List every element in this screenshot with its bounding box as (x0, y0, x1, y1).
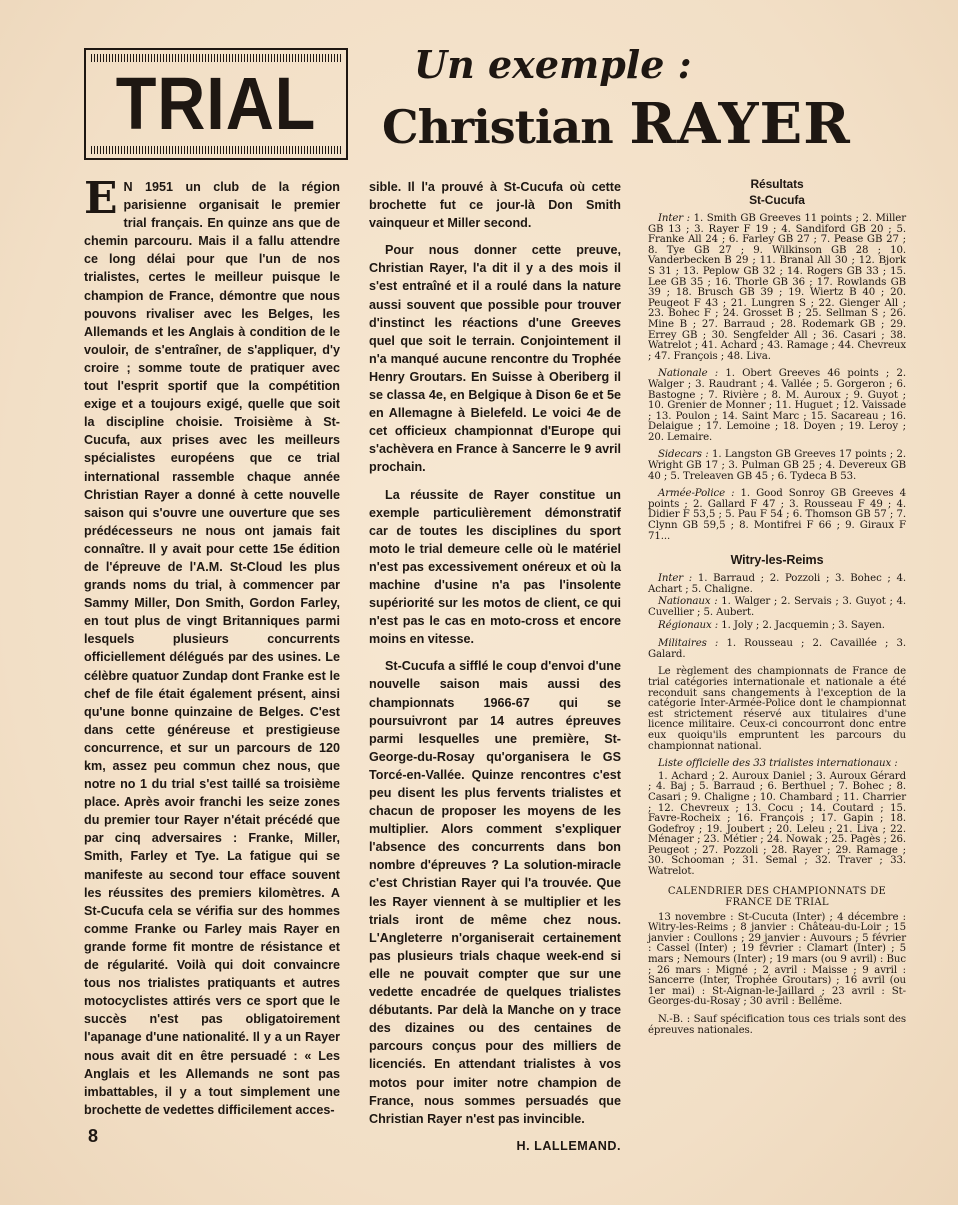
nb-note: N.-B. : Sauf spécification tous ces trials sont des épreuves nationales. (648, 1014, 906, 1036)
article-paragraph: La réussite de Rayer constitue un exemple particulièrement démonstratif car de toutes les disciplines du sport moto le trial demeure celle où le matériel n'est pas excessivement onéreux et où la machine d'usine n'a pas l'insolente supériorité sur les motos de client, ce qui n'est pas le cas en moto-cross et encore moins en vitesse. (369, 487, 621, 647)
section-label-box (84, 48, 348, 160)
hatch-border-top (91, 54, 341, 62)
results-nationale: Nationale : 1. Obert Greeves 46 points ; 2. Walger ; 3. Raudrant ; 4. Vallée ; 5. Gorgeron ; 6. Bastogne ; 7. Rivière ; 8. M. Auroux ; 9. Guyot ; 10. Grenier de Monner ; 11. Huguet ; 12. Vaissade ; 13. Poulon ; 14. Saint Marc ; 15. Sacareau ; 16. Delaigue ; 17. Lemoine ; 18. Doyen ; 19. Leroy ; 20. Lemaire. (648, 368, 907, 443)
results-title: Résultats (750, 177, 804, 191)
witry-militaires: Militaires : 1. Rousseau ; 2. Cavaillée ; 3. Galard. (648, 638, 906, 660)
results-witry-title: Witry-les-Reims (730, 553, 824, 568)
results-sidecars: Sidecars : 1. Langston GB Greeves 17 points ; 2. Wright GB 17 ; 3. Pulman GB 25 ; 4. Devereux GB 40 ; 5. Treleaven GB 45 ; 6. Tydeca B 53. (648, 449, 906, 482)
liste-trialistes: 1. Achard ; 2. Auroux Daniel ; 3. Auroux Gérard ; 4. Baj ; 5. Barraud ; 6. Berthuel ; 7. Bohec ; 8. Casari ; 9. Chaligne ; 10. Chambard ; 11. Charrier ; 12. Chevreux ; 13. Cocu ; 14. Coutard ; 15. Favre-Rocheix ; 16. François ; 17. Gapin ; 18. Godefroy ; 19. Joubert ; 20. Leleu ; 21. Liva ; 22. Ménager ; 23. Métier ; 24. Nowak ; 25. Pagès ; 26. Peugeot ; 27. Pozzoli ; 28. Rayer ; 29. Ramage ; 30. Schooman ; 31. Semal ; 32. Traver ; 33. Watrelot. (648, 770, 906, 878)
results-column (648, 176, 906, 1043)
drop-cap: E (84, 173, 118, 224)
witry-nationaux: Nationaux : 1. Walger ; 2. Servais ; 3. Guyot ; 4. Cuvellier ; 5. Aubert. (648, 596, 906, 618)
headline-last-name: RAYER (629, 91, 851, 157)
headline-line1: Un exemple : (414, 42, 692, 87)
hatch-border-bottom (91, 146, 341, 154)
calendrier-text: 13 novembre : St-Cucuta (Inter) ; 4 décembre : Witry-les-Reims ; 8 janvier : Château-du-Loir ; 15 janvier : Coullons ; 29 janvier : Auvours ; 5 février : Cassel (Inter) ; 19 février : Clamart (Inter) ; 5 mars ; Nemours (Inter) ; 19 mars (ou 9 avril) : Buc ; 26 mars : Migné ; 2 avril : Maisse ; 9 avril : Sancerre (Inter, Trophée Groutars) ; 16 avril (ou 1er mai) : St-Aignan-le-Jaillard ; 23 avril : St-Georges-du-Rosay ; 30 avril : Bellême. (648, 911, 906, 1008)
headline-first-name: Christian (382, 100, 613, 154)
witry-regionaux: Régionaux : 1. Joly ; 2. Jacquemin ; 3. Sayen. (658, 619, 885, 631)
article-column-2 (369, 178, 621, 1155)
article-paragraph: Pour nous donner cette preuve, Christian Rayer, l'a dit il y a des mois il s'est entraîné et il a roulé dans la nature aussi souvent que possible pour trouver d'instinct les réactions d'une Greeves quel que soit le terrain. Conjointement il n'a manqué aucune rencontre du Trophée Henry Groutars. En Suisse à Oberiberg il se classa 4e, en Belgique à Dison 6e et 5e en Allemagne à Bielefeld. Le voici 4e de cet officieux championnat d'Europe qui s'achèvera en France à Sancerre le 9 avril prochain. (369, 243, 621, 475)
reglement-text: Le règlement des championnats de France de trial catégories internationale et nationale a été reconduit sans changements à l'exception de la catégorie Inter-Armée-Police dont le championnat est strictement réservé aux titulaires d'une licence militaire. Ceux-ci concourront donc entre eux quoiqu'ils empruntent les parcours du championnat national. (648, 666, 906, 752)
article-paragraph (369, 178, 621, 232)
article-paragraph-text: sible. Il l'a prouvé à St-Cucufa où cette brochette fut ce jour-là Don Smith vainqueur et Miller second. (369, 180, 621, 231)
section-label: TRIAL (115, 62, 317, 145)
witry-inter: Inter : 1. Barraud ; 2. Pozzoli ; 3. Bohec ; 4. Achart ; 5. Chaligne. (648, 573, 906, 595)
liste-label: Liste officielle des 33 trialistes internationaux : (658, 758, 898, 770)
calendrier-title: CALENDRIER DES CHAMPIONNATS DE FRANCE DE TRIAL (667, 885, 887, 908)
article-paragraph: St-Cucufa a sifflé le coup d'envoi d'une nouvelle saison mais aussi des championnats 1966-67 qui se poursuivront par 14 autres épreuves parmi lesquelles une première, St-George-du-Rosay qu'organisera le GS Torcé-en-Vallée. Quinze rencontres c'est peu disent les plus fervents trialistes et chacun de proposer les moyens de les multiplier. Alors comment s'expliquer l'absence des concurrents dans bon nombre d'épreuves ? La solution-miracle c'est Christian Rayer qui l'a trouvée. Que les Rayer viennent à se multiplier et les trials iront de même chez nous. L'Angleterre n'organiserait certainement pas plusieurs trials chaque week-end si elle ne pouvait compter que sur une vedette encadrée de quelques trialistes débutants. Par delà la Manche on y trace des dizaines ou des centaines de parcours conçus pour des milliers de licenciés. En attendant trialistes à vos motos pour imiter notre champion de France, nous sommes persuadés que Christian Rayer n'est pas invincible. (369, 659, 621, 1126)
article-paragraph-text: N 1951 un club de la région parisienne organisait le premier trial français. En quinze ans que de chemin parcouru. Mais il a fallu attendre ce long délai pour que l'un de nos trialistes, certes le meilleur puisque le champion de France, démontre que nous pouvons rivaliser avec les Belges, les Allemands et les Anglais à condition de le vouloir, de s'entraîner, de s'appliquer, d'y croire ; somme toute de pratiquer avec tout l'esprit sportif que la compétition exige et a toujours exigé, quelle que soit la discipline choisie. Troisième à St-Cucufa, aux prises avec les meilleurs spécialistes européens que ce trial international rassemble chaque année Christian Rayer a donné à cette nouvelle saison qui s'ouvre une ouverture que ses prédécesseurs ne nous ont jamais fait connaître. Il y avait pour cette 15e édition de l'épreuve de l'A.M. St-Cloud les plus grands noms du trial, à commencer par Sammy Miller, Don Smith, Gordon Farley, en tout plus de vingt Britanniques parmi lesquels plusieurs concurrents officiellement délégués par des usines. Le célèbre quatuor Zundap dont Franke est le chef de file était également présent, ainsi qu'une bonne quinzaine de Belges. C'est dans cette généreuse et prestigieuse concurrence, et sur un parcours de 120 km, assez peu commun chez nous, que notre no 1 du trial s'est taillé sa troisième place. Après avoir franchi les seize zones du premier tour Rayer n'était précédé que par cinq adversaires : Franke, Miller, Smith, Farley et Tye. La fatigue qui se manifeste au second tour efface souvent les réussites des premiers kilomètres. A St-Cucufa cela se vérifia sur des hommes comme Franke ou Farley mais Rayer en grande forme fit montre de résistance et de régularité. Voilà qui doit convaincre tous nos trialistes pratiquants et autres motocyclistes attirés vers ce sport que le succès n'est pas obligatoirement l'apanage d'une nationalité. Il y a un Rayer nous avait dit en être persuadé : « Les Anglais et les Allemands ne sont pas imbattables, il y a tout simplement une brochette de vedettes difficilement acces- (84, 180, 340, 1117)
article-column-1 (84, 173, 340, 1128)
results-inter: Inter : 1. Smith GB Greeves 11 points ; 2. Miller GB 13 ; 3. Rayer F 19 ; 4. Sandiford GB 20 ; 5. Franke All 24 ; 6. Farley GB 27 ; 7. Pease GB 27 ; 8. Tye GB 27 ; 9. Wilkinson GB 28 ; 10. Vanderbecken B 29 ; 11. Branal All 30 ; 12. Bjork S 31 ; 13. Peplow GB 32 ; 14. Rogers GB 33 ; 15. Lee GB 35 ; 16. Thorle GB 36 ; 17. Rowlands GB 39 ; 18. Brusch GB 39 ; 19. Wiertz B 40 ; 20. Peugeot F 43 ; 21. Lungren S ; 22. Gienger All ; 23. Bohec F ; 24. Grosset B ; 25. Sellman S ; 26. Mine B ; 27. Barraud ; 28. Rodemark GB ; 29. Errey GB ; 30. Sengfelder All ; 36. Casari ; 38. Watrelot ; 41. Achard ; 43. Ramage ; 44. Chevreux ; 47. François ; 48. Liva. (648, 213, 906, 362)
author-signature: H. LALLEMAND. (516, 1138, 621, 1153)
results-armee-police: Armée-Police : 1. Good Sonroy GB Greeves 4 points ; 2. Gallard F 47 ; 3. Rousseau F 49 ; 4. Didier F 53,5 ; 5. Pau F 54 ; 6. Thomson GB 57 ; 7. Clynn GB 59,5 ; 8. Montifrei F 66 ; 9. Giraux F 71... (648, 488, 907, 542)
page-number: 8 (88, 1126, 99, 1146)
headline-name (382, 91, 922, 157)
article-paragraph (84, 173, 340, 1119)
results-st-cucufa-title: St-Cucufa (749, 193, 805, 207)
